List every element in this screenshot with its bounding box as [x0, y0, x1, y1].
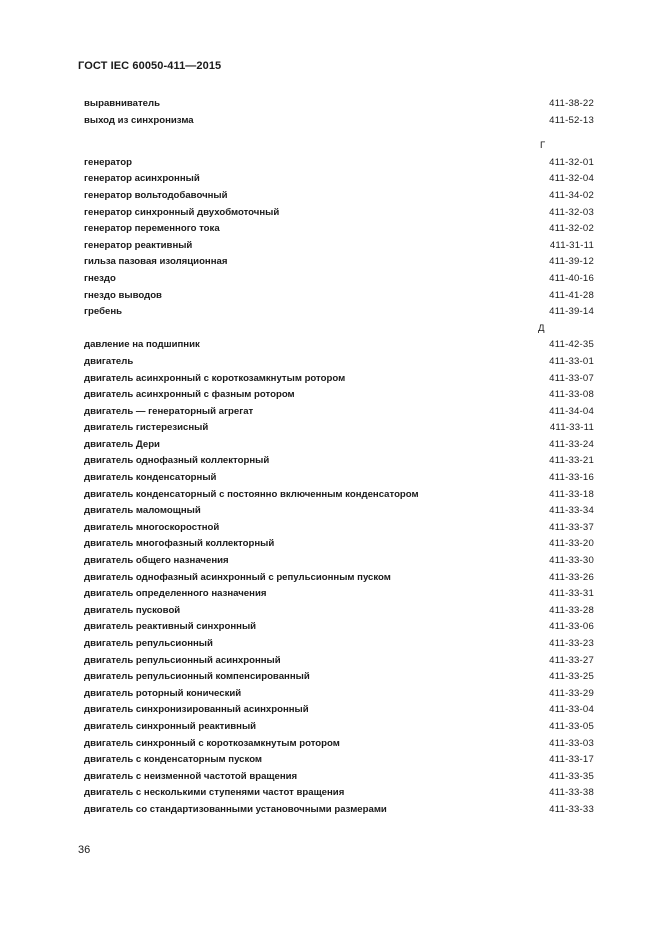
index-entry — [84, 96, 594, 113]
index-entry — [84, 271, 594, 288]
entry-code: 411-33-28 — [549, 604, 594, 616]
entry-term: двигатель со стандартизованными установочными размерами — [84, 803, 387, 815]
entry-code: 411-33-20 — [549, 538, 594, 550]
entry-code: 411-31-11 — [549, 239, 594, 251]
section-letter-d: Д — [538, 322, 545, 334]
entry-code: 411-41-28 — [549, 289, 594, 301]
entry-term: двигатель многоскоростной — [84, 521, 220, 533]
index-entry — [84, 205, 594, 222]
index-entry — [84, 802, 594, 819]
index-entry — [84, 536, 594, 553]
entry-term: генератор синхронный двухобмоточный — [84, 206, 280, 218]
entry-term: двигатель конденсаторный с постоянно включенным конденсатором — [84, 488, 419, 500]
entry-code: 411-33-16 — [549, 472, 594, 484]
index-entry — [84, 636, 594, 653]
index-entry — [84, 586, 594, 603]
entry-term: двигатель определенного назначения — [84, 588, 267, 600]
group-gap — [84, 129, 594, 138]
entry-code: 411-38-22 — [549, 98, 594, 109]
index-entry — [84, 354, 594, 371]
index-entry — [84, 238, 594, 255]
index-entry — [84, 437, 594, 454]
entry-term: выход из синхронизма — [84, 114, 194, 126]
index-entry — [84, 304, 594, 321]
entry-term: двигатель репульсионный компенсированный — [84, 671, 310, 683]
entry-code: 411-33-08 — [549, 389, 594, 401]
entry-code: 411-33-33 — [549, 803, 594, 815]
entry-term: генератор реактивный — [84, 239, 193, 251]
index-entry — [84, 404, 594, 421]
document-header: ГОСТ IEC 60050-411—2015 — [78, 60, 222, 72]
entry-term: двигатель роторный конический — [84, 687, 242, 699]
entry-term: двигатель реактивный синхронный — [84, 621, 257, 633]
index-entry — [84, 570, 594, 587]
entry-code: 411-32-02 — [549, 223, 594, 235]
entry-term: гребень — [84, 306, 123, 318]
index-entry — [84, 553, 594, 570]
page-number: 36 — [78, 844, 91, 856]
entry-term: двигатель репульсионный асинхронный — [84, 654, 281, 666]
entry-code: 411-33-27 — [549, 654, 594, 666]
index-entry — [84, 736, 594, 753]
entry-term: двигатель однофазный асинхронный с репульсионным пуском — [84, 571, 391, 583]
index-entry — [84, 603, 594, 620]
entry-code: 411-34-04 — [549, 405, 594, 417]
index-entry — [84, 453, 594, 470]
index-entry — [84, 769, 594, 786]
entry-code: 411-33-03 — [549, 737, 594, 749]
index-entry — [84, 254, 594, 271]
entry-code: 411-33-31 — [549, 588, 594, 600]
entry-code: 411-33-26 — [549, 571, 594, 583]
index-entry — [84, 188, 594, 205]
entry-term: двигатель с несколькими ступенями частот вращения — [84, 787, 345, 799]
entry-code: 411-39-14 — [549, 306, 594, 318]
index-group-g — [84, 155, 594, 321]
entry-code: 411-33-30 — [549, 555, 594, 567]
entry-code: 411-33-01 — [549, 355, 594, 367]
index-entry — [84, 752, 594, 769]
index-entry — [84, 420, 594, 437]
entry-code: 411-42-35 — [549, 339, 594, 351]
entry-code: 411-33-04 — [549, 704, 594, 716]
entry-code: 411-33-23 — [549, 638, 594, 649]
entry-code: 411-33-25 — [549, 671, 594, 683]
index-entry — [84, 155, 594, 172]
entry-term: двигатель с неизменной частотой вращения — [84, 770, 298, 782]
index-entry — [84, 619, 594, 636]
entry-code: 411-33-17 — [549, 754, 594, 766]
entry-term: давление на подшипник — [84, 339, 200, 351]
entry-code: 411-33-38 — [549, 787, 594, 799]
index-entry — [84, 288, 594, 305]
index-entry — [84, 653, 594, 670]
entry-term: двигатель Дери — [84, 438, 160, 450]
entry-code: 411-33-35 — [549, 770, 594, 782]
entry-term: двигатель асинхронный с фазным ротором — [84, 389, 295, 401]
entry-code: 411-33-07 — [549, 372, 594, 384]
index-group-d — [84, 337, 594, 818]
entry-code: 411-33-06 — [549, 621, 594, 633]
index-entry — [84, 221, 594, 238]
index-entry — [84, 702, 594, 719]
entry-term: генератор вольтодобавочный — [84, 189, 228, 201]
index-entry — [84, 387, 594, 404]
entry-term: двигатель пусковой — [84, 604, 181, 616]
entry-code: 411-33-24 — [549, 438, 594, 450]
entry-term: выравниватель — [84, 98, 161, 109]
index-entry — [84, 113, 594, 130]
entry-term: двигатель маломощный — [84, 505, 201, 517]
section-letter-g: Г — [540, 140, 546, 152]
entry-code: 411-32-01 — [549, 156, 594, 168]
entry-code: 411-40-16 — [549, 272, 594, 284]
entry-code: 411-33-37 — [549, 521, 594, 533]
entry-code: 411-39-12 — [549, 256, 594, 268]
index-entry — [84, 337, 594, 354]
entry-term: двигатель репульсионный — [84, 638, 213, 649]
entry-term: гнездо — [84, 272, 116, 284]
entry-term: двигатель синхронный реактивный — [84, 720, 257, 732]
entry-code: 411-52-13 — [549, 114, 594, 126]
index-entry — [84, 487, 594, 504]
entry-term: двигатель конденсаторный — [84, 472, 217, 484]
entry-term: генератор асинхронный — [84, 173, 200, 185]
index-list — [84, 96, 594, 819]
entry-term: двигатель синхронизированный асинхронный — [84, 704, 309, 716]
entry-term: двигатель — генераторный агрегат — [84, 405, 254, 417]
entry-code: 411-32-04 — [549, 173, 594, 185]
index-group-v — [84, 96, 594, 129]
entry-term: двигатель с конденсаторным пуском — [84, 754, 263, 766]
entry-term: двигатель однофазный коллекторный — [84, 455, 270, 467]
entry-code: 411-33-05 — [549, 720, 594, 732]
entry-term: двигатель асинхронный с короткозамкнутым ротором — [84, 372, 346, 384]
entry-code: 411-33-18 — [549, 488, 594, 500]
entry-term: генератор переменного тока — [84, 223, 220, 235]
entry-term: генератор — [84, 156, 132, 168]
entry-term: гнездо выводов — [84, 289, 162, 301]
index-entry — [84, 470, 594, 487]
index-entry — [84, 719, 594, 736]
entry-code: 411-33-21 — [549, 455, 594, 467]
index-entry — [84, 171, 594, 188]
index-entry — [84, 503, 594, 520]
entry-code: 411-33-11 — [549, 422, 594, 434]
entry-term: гильза пазовая изоляционная — [84, 256, 228, 268]
entry-code: 411-34-02 — [549, 189, 594, 201]
index-entry — [84, 371, 594, 388]
entry-term: двигатель гистерезисный — [84, 422, 209, 434]
entry-term: двигатель многофазный коллекторный — [84, 538, 275, 550]
index-entry — [84, 785, 594, 802]
entry-code: 411-33-29 — [549, 687, 594, 699]
index-entry — [84, 686, 594, 703]
entry-term: двигатель синхронный с короткозамкнутым ротором — [84, 737, 340, 749]
entry-term: двигатель — [84, 355, 134, 367]
index-entry — [84, 669, 594, 686]
entry-code: 411-32-03 — [549, 206, 594, 218]
entry-term: двигатель общего назначения — [84, 555, 229, 567]
index-entry — [84, 520, 594, 537]
entry-code: 411-33-34 — [549, 505, 594, 517]
